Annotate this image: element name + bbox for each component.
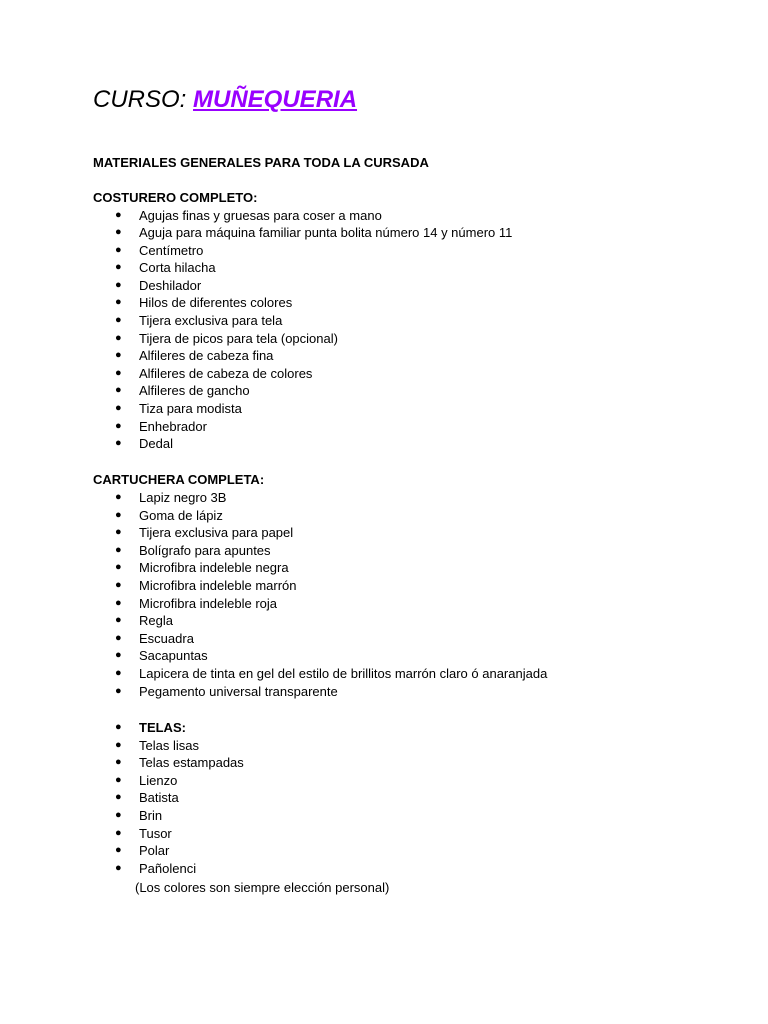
bullet-icon: ● [115, 773, 122, 786]
list-item [0, 577, 547, 595]
cartuchera-list [0, 489, 547, 700]
list-item [0, 683, 547, 701]
bullet-icon: ● [115, 366, 122, 379]
bullet-icon: ● [115, 561, 122, 574]
bullet-icon: ● [115, 543, 122, 556]
list-item-text: Centímetro [139, 242, 204, 258]
list-item-text: Tijera de picos para tela (opcional) [139, 330, 338, 346]
list-item-text: Bolígrafo para apuntes [139, 542, 271, 558]
bullet-icon: ● [115, 614, 122, 627]
bullet-icon: ● [115, 526, 122, 539]
list-item [0, 435, 512, 453]
list-item-text: Polar [139, 843, 170, 859]
list-item [0, 647, 547, 665]
list-item-text: Lienzo [139, 772, 178, 788]
list-item [0, 860, 244, 878]
title-prefix: CURSO: [93, 86, 187, 113]
list-item-text: Dedal [139, 436, 173, 452]
list-item [0, 418, 512, 436]
list-item-text: Agujas finas y gruesas para coser a mano [139, 207, 382, 223]
bullet-icon: ● [115, 349, 122, 362]
bullet-icon: ● [115, 384, 122, 397]
bullet-icon: ● [115, 738, 122, 751]
list-item [0, 665, 547, 683]
list-item [0, 737, 244, 755]
bullet-icon: ● [115, 596, 122, 609]
list-item [0, 789, 244, 807]
list-item [0, 277, 512, 295]
list-item-text: Alfileres de gancho [139, 383, 250, 399]
list-item-text: Hilos de diferentes colores [139, 295, 293, 311]
bullet-icon: ● [115, 437, 122, 450]
bullet-icon: ● [115, 243, 122, 256]
list-item-text: Brin [139, 807, 163, 823]
list-item-text: Goma de lápiz [139, 507, 223, 523]
list-item-text: Tusor [139, 825, 172, 841]
list-item [0, 489, 547, 507]
list-item [0, 242, 512, 260]
bullet-icon: ● [115, 278, 122, 291]
bullet-icon: ● [115, 508, 122, 521]
costurero-list [0, 207, 512, 453]
list-item-text: Lapiz negro 3B [139, 490, 227, 505]
bullet-icon: ● [115, 419, 122, 432]
course-name: MUÑEQUERIA [193, 86, 358, 113]
bullet-icon: ● [115, 844, 122, 857]
list-item [0, 524, 547, 542]
colors-note: (Los colores son siempre elección personal) [135, 880, 390, 895]
list-item [0, 507, 547, 525]
list-item-text: Aguja para máquina familiar punta bolita número 14 y número 11 [139, 225, 513, 241]
list-item [0, 347, 512, 365]
list-item-text: Corta hilacha [139, 260, 216, 276]
list-item [0, 224, 512, 242]
list-item [0, 294, 512, 312]
bullet-icon: ● [115, 578, 122, 591]
list-item [0, 542, 547, 560]
list-item-text: Microfibra indeleble marrón [139, 577, 297, 593]
list-item-text: Microfibra indeleble negra [139, 560, 289, 576]
list-item-text: Tijera exclusiva para papel [139, 525, 294, 541]
bullet-icon: ● [115, 791, 122, 804]
list-item-text: Telas lisas [139, 737, 199, 753]
bullet-icon: ● [115, 296, 122, 309]
list-item [0, 400, 512, 418]
list-item-text: Deshilador [139, 277, 202, 293]
list-item-text: Sacapuntas [139, 648, 208, 664]
bullet-icon: ● [115, 756, 122, 769]
list-item-text: Escuadra [139, 630, 194, 646]
telas-list [0, 719, 244, 877]
bullet-icon: ● [115, 402, 122, 415]
bullet-icon: ● [115, 331, 122, 344]
list-item [0, 754, 244, 772]
section-heading-costurero: COSTURERO COMPLETO: [93, 190, 258, 205]
materials-subtitle: MATERIALES GENERALES PARA TODA LA CURSADA [93, 155, 429, 170]
list-item-text: Microfibra indeleble roja [139, 595, 278, 611]
list-item-text: Alfileres de cabeza de colores [139, 365, 313, 381]
list-item-text: Tiza para modista [139, 401, 242, 417]
list-item [0, 612, 547, 630]
bullet-icon: ● [115, 261, 122, 274]
bullet-icon: ● [115, 631, 122, 644]
list-item [0, 259, 512, 277]
page-title [93, 84, 357, 116]
list-item [0, 807, 244, 825]
list-item [0, 630, 547, 648]
bullet-icon: ● [115, 721, 122, 733]
list-item-text: Batista [139, 790, 179, 806]
bullet-icon: ● [115, 826, 122, 839]
list-item-text: Enhebrador [139, 418, 207, 434]
list-item-text: Telas estampadas [139, 755, 244, 771]
list-item [0, 365, 512, 383]
list-item-text: Pegamento universal transparente [139, 683, 338, 699]
bullet-icon: ● [115, 314, 122, 327]
section-heading-telas [0, 719, 244, 737]
list-item [0, 842, 244, 860]
list-item [0, 595, 547, 613]
bullet-icon: ● [115, 208, 122, 221]
list-item [0, 382, 512, 400]
bullet-icon: ● [115, 684, 122, 697]
bullet-icon: ● [115, 861, 122, 874]
bullet-icon: ● [115, 491, 122, 503]
list-item-text: Alfileres de cabeza fina [139, 348, 274, 364]
list-item-text: Regla [139, 613, 173, 629]
list-item-text: Tijera exclusiva para tela [139, 313, 283, 329]
bullet-icon: ● [115, 226, 122, 239]
list-item [0, 559, 547, 577]
list-item [0, 772, 244, 790]
list-item [0, 312, 512, 330]
section-heading-cartuchera: CARTUCHERA COMPLETA: [93, 472, 265, 487]
list-item [0, 207, 512, 225]
bullet-icon: ● [115, 666, 122, 679]
bullet-icon: ● [115, 808, 122, 821]
list-item [0, 825, 244, 843]
list-item-text: TELAS: [139, 720, 186, 735]
list-item-text: Pañolenci [139, 860, 197, 876]
list-item-text: Lapicera de tinta en gel del estilo de brillitos marrón claro ó anaranjada [139, 665, 548, 681]
list-item [0, 330, 512, 348]
bullet-icon: ● [115, 649, 122, 662]
